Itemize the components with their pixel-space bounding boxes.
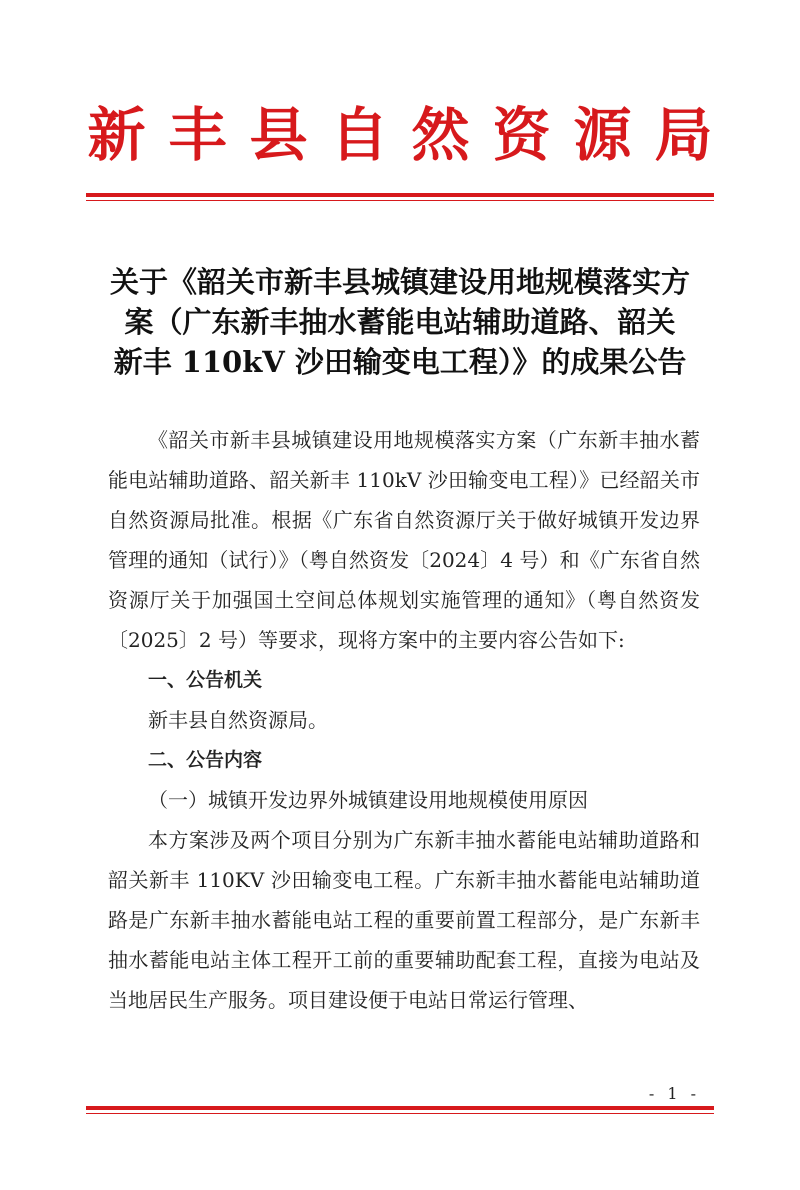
document-title — [100, 262, 700, 382]
title-line-1: 关于《韶关市新丰县城镇建设用地规模落实方 — [109, 265, 690, 299]
section-heading-content: 二、公告内容 — [148, 749, 263, 771]
page-number: - 1 - — [648, 1084, 700, 1103]
intro-paragraph: 《韶关市新丰县城镇建设用地规模落实方案（广东新丰抽水蓄能电站辅助道路、韶关新丰 110kV 沙田输变电工程）》已经韶关市自然资源局批准。根据《广东省自然资源厅关于做好城镇开发边界管理的通知（试行）》（粤自然资发〔2024〕4 号）和《广东省自然资源厅关于加强国土空间总体规划实施管理的通知》（粤自然资发〔2025〕2 号）等要求，现将方案中的主要内容公告如下: — [108, 428, 700, 652]
footer-red-rule — [86, 1106, 714, 1114]
document-body — [108, 420, 700, 1020]
subsection-heading: （一）城镇开发边界外城镇建设用地规模使用原因 — [148, 788, 588, 812]
issuer-masthead: 新丰县自然资源局 — [87, 101, 736, 169]
section-heading-issuer: 一、公告机关 — [148, 669, 263, 691]
header-red-rule — [86, 193, 714, 201]
issuer-paragraph: 新丰县自然资源局。 — [148, 708, 328, 732]
reason-paragraph: 本方案涉及两个项目分别为广东新丰抽水蓄能电站辅助道路和韶关新丰 110KV 沙田输变电工程。广东新丰抽水蓄能电站辅助道路是广东新丰抽水蓄能电站工程的重要前置工程部分，是广东新丰抽水蓄能电站主体工程开工前的重要辅助配套工程，直接为电站及当地居民生产服务。项目建设便于电站日常运行管理、 — [108, 828, 700, 1012]
title-line-2: 案（广东新丰抽水蓄能电站辅助道路、韶关 — [124, 305, 676, 339]
title-line-3: 新丰 110kV 沙田输变电工程）》的成果公告 — [113, 345, 687, 379]
